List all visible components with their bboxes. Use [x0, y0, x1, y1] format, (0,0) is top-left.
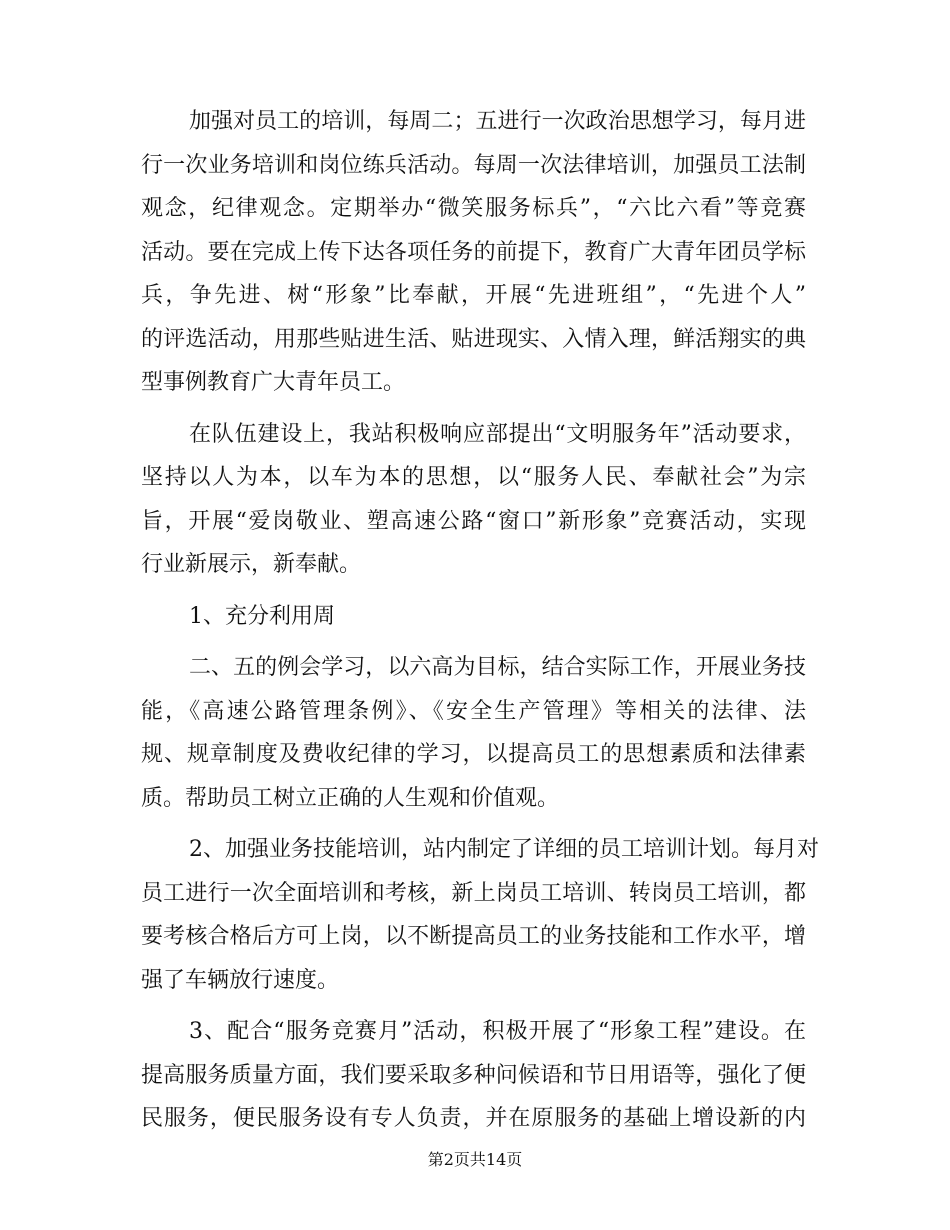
text-line: 1、充分利用周 — [189, 603, 335, 629]
text-line: 民服务，便民服务设有专人负责，并在原服务的基础上增设新的内 — [141, 1106, 806, 1131]
paragraph-item-3 — [141, 1010, 806, 1141]
text-line: 质。帮助员工树立正确的人生观和价值观。 — [141, 785, 560, 811]
text-line: 活动。要在完成上传下达各项任务的前提下，教育广大青年团员学标 — [141, 239, 806, 265]
text-line: 在队伍建设上，我站积极响应部提出“文明服务年”活动要求， — [189, 421, 806, 447]
text-line: 坚持以人为本，以车为本的思想，以“服务人民、奉献社会”为宗 — [141, 465, 806, 490]
text-line: 能，《高速公路管理条例》、《安全生产管理》等相关的法律、法 — [141, 698, 806, 724]
text-line: 旨，开展“爱岗敬业、塑高速公路“窗口”新形象”竞赛活动，实现 — [141, 508, 806, 534]
paragraph-item-2 — [141, 828, 819, 1002]
document-body — [141, 100, 819, 1149]
text-line: 2、加强业务技能培训，站内制定了详细的员工培训计划。每月对 — [189, 837, 819, 862]
text-line: 提高服务质量方面，我们要采取多种问候语和节日用语等，强化了便 — [141, 1062, 806, 1088]
text-line: 型事例教育广大青年员工。 — [141, 370, 406, 395]
paragraph-team-building — [141, 413, 806, 587]
text-line: 强了车辆放行速度。 — [141, 967, 340, 993]
text-line: 规、规章制度及费收纪律的学习，以提高员工的思想素质和法律素 — [141, 742, 806, 767]
text-line: 二、五的例会学习，以六高为目标，结合实际工作，开展业务技 — [189, 655, 806, 680]
text-line: 3、配合“服务竞赛月”活动，积极开展了“形象工程”建设。在 — [189, 1019, 806, 1044]
text-line: 员工进行一次全面培训和考核，新上岗员工培训、转岗员工培训，都 — [141, 880, 806, 906]
page-number-footer: 第2页共14页 — [427, 1150, 523, 1169]
text-line: 加强对员工的培训，每周二；五进行一次政治思想学习，每月进 — [189, 109, 806, 134]
paragraph-item-1-heading — [141, 595, 806, 639]
paragraph-training — [141, 100, 806, 405]
text-line: 的评选活动，用那些贴进生活、贴进现实、入情入理，鲜活翔实的典 — [141, 326, 806, 352]
paragraph-meeting-study — [141, 646, 806, 820]
text-line: 观念，纪律观念。定期举办“微笑服务标兵”，“六比六看”等竞赛 — [141, 196, 806, 221]
text-line: 行一次业务培训和岗位练兵活动。每周一次法律培训，加强员工法制 — [141, 152, 806, 178]
text-line: 要考核合格后方可上岗，以不断提高员工的业务技能和工作水平，增 — [141, 924, 806, 949]
text-line: 行业新展示，新奉献。 — [141, 552, 362, 577]
text-line: 兵，争先进、树“形象”比奉献，开展“先进班组”，“先进个人” — [141, 283, 806, 308]
